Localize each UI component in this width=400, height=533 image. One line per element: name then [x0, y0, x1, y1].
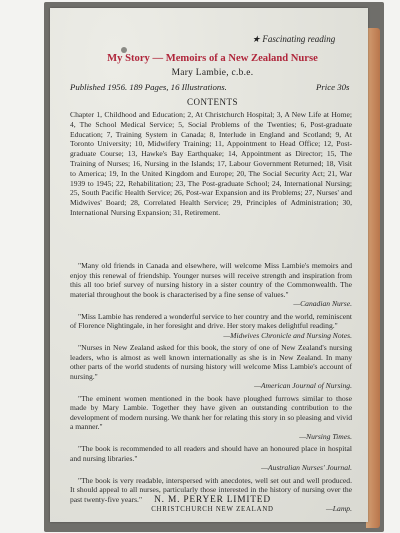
review-source: —Australian Nurses' Journal. — [261, 463, 352, 472]
publisher-name: N. M. PERYER LIMITED — [154, 495, 271, 505]
review-quote: "Nurses in New Zealand asked for this book, the story of one of New Zealand's nursing leaders, who is almost as well known internationally as she is in New Zealand. In many other parts of the world students of nursing history will welcome Miss Lambie's account of nursing." — [70, 343, 352, 381]
review-source: —Canadian Nurse. — [293, 299, 352, 308]
review-item — [70, 444, 352, 473]
review-item — [70, 394, 352, 442]
author-name: Mary Lambie, c.b.e. — [171, 68, 254, 78]
chapter-list: Chapter 1, Childhood and Education; 2, At Christchurch Hospital; 3, A New Life at Home; 4, The School Medical Service; 5, Social Problems of the Twenties; 6, Post-graduate Education; 7, Training System in Canada; 8, Interlude in England and Scotland; 9, At Toronto University; 10, Midwifery Training; 11, Appointment to Head Office; 12, Post-graduate Course; 13, Hawke's Bay Earthquake; 14, Appointment as Director; 15, The Training of Nurses; 16, Nursing in the Islands; 17, Labour Government Returned; 18, Visit to America; 19, In the United Kingdom and Europe; 20, The Social Security Act; 21, War 1939 to 1945; 22, Rehabilitation; 23, The Post-graduate School; 24, International Nursing; 25, South Pacific Health Service; 26, Post-war Expansion and its Problems; 27, Nurses' and Midwives' Board; 28, Correlated Health Service; 29, Principles of Administration; 30, International Nursing Expansion; 31, Retirement. — [70, 110, 352, 217]
review-source: —American Journal of Nursing. — [254, 381, 352, 390]
publication-info: Published 1956. 189 Pages, 16 Illustrations. — [70, 82, 227, 92]
review-quote: "The book is very readable, interspersed with anecdotes, well set out and well produced. It should appeal to all nurses, particularly those interested in the history of nursing over the past twenty-five years." — [70, 475, 352, 504]
book-title: My Story — Memoirs of a New Zealand Nurse — [107, 53, 318, 64]
review-quote: "The book is recommended to all readers and should have an honoured place in hospital and nursing libraries." — [70, 444, 352, 463]
reviews-section — [70, 261, 352, 517]
review-source: —Midwives Chronicle and Nursing Notes. — [223, 330, 352, 340]
review-quote: "Many old friends in Canada and elsewhere, will welcome Miss Lambie's memoirs and enjoy this renewal of friendship. Younger nurses will receive strength and inspiration from this all too brief survey of nursing history in a sister country of the Commonwealth. The material throughout the book is characterised by a fine sense of values." — [70, 261, 352, 299]
review-quote: "The eminent women mentioned in the book have ploughed furrows similar to those made by Mary Lambie. Together they have given an outstanding contribution to the development of modern nursing. We thank her for relating this story in so pleasing and vivid a manner." — [70, 393, 352, 431]
tagline: ★ Fascinating reading — [252, 34, 336, 44]
review-source: —Nursing Times. — [299, 431, 352, 441]
book-spine-edge — [366, 28, 380, 528]
price: Price 30s — [316, 82, 350, 92]
contents-heading: CONTENTS — [187, 97, 238, 107]
publisher-city: CHRISTCHURCH NEW ZEALAND — [151, 506, 274, 513]
review-item — [70, 343, 352, 391]
review-source: —Lamp. — [326, 504, 352, 513]
review-item — [70, 261, 352, 309]
review-quote: "Miss Lambie has rendered a wonderful service to her country and the world, reminiscent of Florence Nightingale, in her foresight and drive. Her story makes delightful reading." — [70, 311, 352, 330]
review-item — [70, 312, 352, 341]
